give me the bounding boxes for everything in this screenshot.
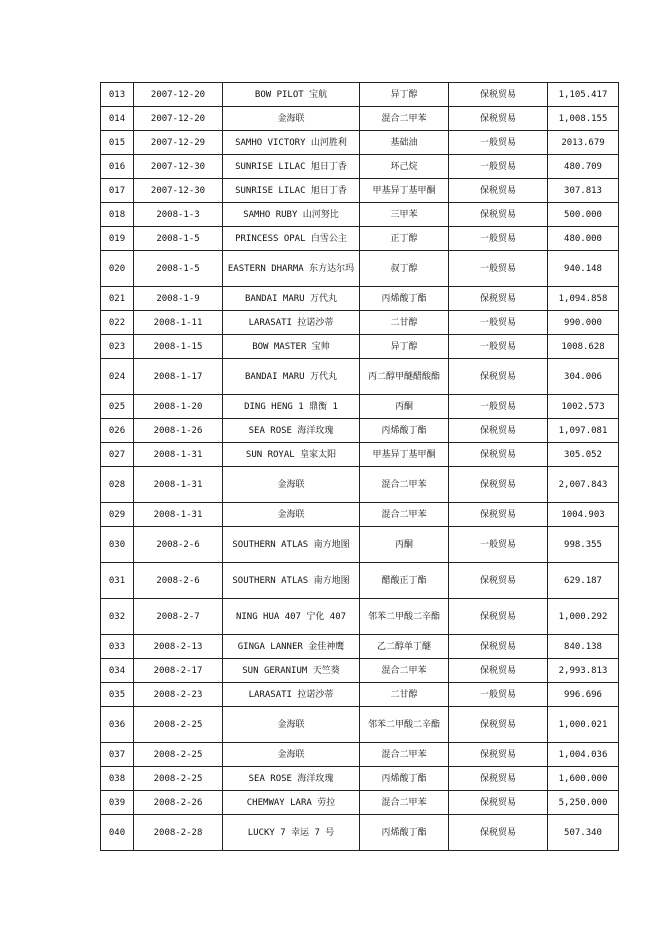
table-row xyxy=(101,311,619,335)
table-row xyxy=(101,203,619,227)
trade-type-cell: 一般贸易 xyxy=(449,131,548,155)
date-cell: 2008-2-6 xyxy=(134,527,223,563)
vessel-name-cell: BOW PILOT 宝航 xyxy=(223,83,360,107)
quantity-cell: 507.340 xyxy=(548,815,619,851)
quantity-cell: 2013.679 xyxy=(548,131,619,155)
shipment-table-body xyxy=(101,83,619,851)
row-number-cell: 040 xyxy=(101,815,134,851)
shipment-table xyxy=(100,82,619,851)
table-row xyxy=(101,815,619,851)
quantity-cell: 998.355 xyxy=(548,527,619,563)
vessel-name-cell: NING HUA 407 宁化 407 xyxy=(223,599,360,635)
row-number-cell: 015 xyxy=(101,131,134,155)
cargo-cell: 环己烷 xyxy=(360,155,449,179)
cargo-cell: 丙酮 xyxy=(360,527,449,563)
vessel-name-cell: 金海联 xyxy=(223,467,360,503)
cargo-cell: 三甲苯 xyxy=(360,203,449,227)
cargo-cell: 甲基异丁基甲酮 xyxy=(360,179,449,203)
row-number-cell: 029 xyxy=(101,503,134,527)
row-number-cell: 037 xyxy=(101,743,134,767)
table-row xyxy=(101,767,619,791)
date-cell: 2008-1-11 xyxy=(134,311,223,335)
date-cell: 2008-2-17 xyxy=(134,659,223,683)
date-cell: 2008-2-28 xyxy=(134,815,223,851)
row-number-cell: 030 xyxy=(101,527,134,563)
cargo-cell: 基础油 xyxy=(360,131,449,155)
vessel-name-cell: EASTERN DHARMA 东方达尔玛 xyxy=(223,251,360,287)
table-row xyxy=(101,395,619,419)
vessel-name-cell: SAMHO RUBY 山河努比 xyxy=(223,203,360,227)
vessel-name-cell: 金海联 xyxy=(223,707,360,743)
cargo-cell: 二甘醇 xyxy=(360,311,449,335)
date-cell: 2008-1-31 xyxy=(134,503,223,527)
cargo-cell: 混合二甲苯 xyxy=(360,467,449,503)
row-number-cell: 017 xyxy=(101,179,134,203)
date-cell: 2008-1-26 xyxy=(134,419,223,443)
quantity-cell: 1,094.858 xyxy=(548,287,619,311)
trade-type-cell: 一般贸易 xyxy=(449,527,548,563)
quantity-cell: 305.052 xyxy=(548,443,619,467)
row-number-cell: 036 xyxy=(101,707,134,743)
row-number-cell: 018 xyxy=(101,203,134,227)
table-row xyxy=(101,683,619,707)
table-row xyxy=(101,179,619,203)
table-row xyxy=(101,599,619,635)
cargo-cell: 异丁醇 xyxy=(360,335,449,359)
date-cell: 2008-2-25 xyxy=(134,743,223,767)
quantity-cell: 990.000 xyxy=(548,311,619,335)
trade-type-cell: 保税贸易 xyxy=(449,815,548,851)
table-row xyxy=(101,359,619,395)
table-row xyxy=(101,743,619,767)
date-cell: 2008-2-26 xyxy=(134,791,223,815)
table-row xyxy=(101,659,619,683)
date-cell: 2008-1-3 xyxy=(134,203,223,227)
date-cell: 2007-12-30 xyxy=(134,179,223,203)
trade-type-cell: 保税贸易 xyxy=(449,503,548,527)
row-number-cell: 032 xyxy=(101,599,134,635)
vessel-name-cell: BOW MASTER 宝帅 xyxy=(223,335,360,359)
cargo-cell: 混合二甲苯 xyxy=(360,743,449,767)
row-number-cell: 039 xyxy=(101,791,134,815)
table-row xyxy=(101,503,619,527)
trade-type-cell: 保税贸易 xyxy=(449,359,548,395)
cargo-cell: 丙烯酸丁酯 xyxy=(360,815,449,851)
trade-type-cell: 一般贸易 xyxy=(449,683,548,707)
cargo-cell: 邻苯二甲酸二辛酯 xyxy=(360,599,449,635)
trade-type-cell: 保税贸易 xyxy=(449,563,548,599)
date-cell: 2008-1-17 xyxy=(134,359,223,395)
vessel-name-cell: SUN ROYAL 皇家太阳 xyxy=(223,443,360,467)
trade-type-cell: 保税贸易 xyxy=(449,467,548,503)
vessel-name-cell: SAMHO VICTORY 山河胜利 xyxy=(223,131,360,155)
quantity-cell: 1,097.081 xyxy=(548,419,619,443)
vessel-name-cell: BANDAI MARU 万代丸 xyxy=(223,287,360,311)
trade-type-cell: 保税贸易 xyxy=(449,791,548,815)
vessel-name-cell: SUN GERANIUM 天竺葵 xyxy=(223,659,360,683)
row-number-cell: 013 xyxy=(101,83,134,107)
table-row xyxy=(101,527,619,563)
row-number-cell: 031 xyxy=(101,563,134,599)
table-row xyxy=(101,467,619,503)
vessel-name-cell: CHEMWAY LARA 劳拉 xyxy=(223,791,360,815)
cargo-cell: 丙烯酸丁酯 xyxy=(360,767,449,791)
trade-type-cell: 一般贸易 xyxy=(449,395,548,419)
quantity-cell: 1,000.292 xyxy=(548,599,619,635)
table-row xyxy=(101,443,619,467)
row-number-cell: 021 xyxy=(101,287,134,311)
row-number-cell: 022 xyxy=(101,311,134,335)
date-cell: 2008-1-5 xyxy=(134,251,223,287)
trade-type-cell: 一般贸易 xyxy=(449,227,548,251)
row-number-cell: 034 xyxy=(101,659,134,683)
row-number-cell: 035 xyxy=(101,683,134,707)
cargo-cell: 丙二醇甲醚醋酸酯 xyxy=(360,359,449,395)
vessel-name-cell: LARASATI 拉诺沙蒂 xyxy=(223,311,360,335)
cargo-cell: 叔丁醇 xyxy=(360,251,449,287)
trade-type-cell: 保税贸易 xyxy=(449,203,548,227)
quantity-cell: 2,993.813 xyxy=(548,659,619,683)
quantity-cell: 629.187 xyxy=(548,563,619,599)
quantity-cell: 1004.903 xyxy=(548,503,619,527)
quantity-cell: 996.696 xyxy=(548,683,619,707)
date-cell: 2007-12-20 xyxy=(134,107,223,131)
date-cell: 2008-2-25 xyxy=(134,707,223,743)
vessel-name-cell: 金海联 xyxy=(223,743,360,767)
table-row xyxy=(101,287,619,311)
cargo-cell: 异丁醇 xyxy=(360,83,449,107)
table-row xyxy=(101,83,619,107)
quantity-cell: 1008.628 xyxy=(548,335,619,359)
trade-type-cell: 保税贸易 xyxy=(449,743,548,767)
trade-type-cell: 一般贸易 xyxy=(449,155,548,179)
quantity-cell: 2,007.843 xyxy=(548,467,619,503)
trade-type-cell: 保税贸易 xyxy=(449,767,548,791)
trade-type-cell: 一般贸易 xyxy=(449,311,548,335)
quantity-cell: 480.709 xyxy=(548,155,619,179)
vessel-name-cell: GINGA LANNER 金佳神鹰 xyxy=(223,635,360,659)
trade-type-cell: 一般贸易 xyxy=(449,251,548,287)
quantity-cell: 5,250.000 xyxy=(548,791,619,815)
row-number-cell: 028 xyxy=(101,467,134,503)
cargo-cell: 丙烯酸丁酯 xyxy=(360,287,449,311)
vessel-name-cell: SOUTHERN ATLAS 南方地图 xyxy=(223,563,360,599)
quantity-cell: 1,600.000 xyxy=(548,767,619,791)
quantity-cell: 940.148 xyxy=(548,251,619,287)
cargo-cell: 醋酸正丁酯 xyxy=(360,563,449,599)
row-number-cell: 027 xyxy=(101,443,134,467)
table-row xyxy=(101,563,619,599)
cargo-cell: 二甘醇 xyxy=(360,683,449,707)
vessel-name-cell: LARASATI 拉诺沙蒂 xyxy=(223,683,360,707)
quantity-cell: 1,004.036 xyxy=(548,743,619,767)
cargo-cell: 乙二醇单丁醚 xyxy=(360,635,449,659)
cargo-cell: 邻苯二甲酸二辛酯 xyxy=(360,707,449,743)
row-number-cell: 014 xyxy=(101,107,134,131)
cargo-cell: 混合二甲苯 xyxy=(360,659,449,683)
date-cell: 2008-2-25 xyxy=(134,767,223,791)
cargo-cell: 混合二甲苯 xyxy=(360,107,449,131)
row-number-cell: 020 xyxy=(101,251,134,287)
cargo-cell: 正丁醇 xyxy=(360,227,449,251)
trade-type-cell: 保税贸易 xyxy=(449,599,548,635)
date-cell: 2008-1-9 xyxy=(134,287,223,311)
table-row xyxy=(101,707,619,743)
table-row xyxy=(101,791,619,815)
cargo-cell: 混合二甲苯 xyxy=(360,503,449,527)
table-row xyxy=(101,419,619,443)
vessel-name-cell: SUNRISE LILAC 旭日丁香 xyxy=(223,155,360,179)
date-cell: 2007-12-20 xyxy=(134,83,223,107)
date-cell: 2008-1-15 xyxy=(134,335,223,359)
date-cell: 2008-1-31 xyxy=(134,443,223,467)
quantity-cell: 1,008.155 xyxy=(548,107,619,131)
trade-type-cell: 保税贸易 xyxy=(449,83,548,107)
row-number-cell: 025 xyxy=(101,395,134,419)
quantity-cell: 304.006 xyxy=(548,359,619,395)
date-cell: 2008-1-5 xyxy=(134,227,223,251)
quantity-cell: 840.138 xyxy=(548,635,619,659)
trade-type-cell: 保税贸易 xyxy=(449,419,548,443)
table-row xyxy=(101,251,619,287)
cargo-cell: 丙酮 xyxy=(360,395,449,419)
table-row xyxy=(101,635,619,659)
date-cell: 2007-12-30 xyxy=(134,155,223,179)
vessel-name-cell: LUCKY 7 幸运 7 号 xyxy=(223,815,360,851)
quantity-cell: 1,000.021 xyxy=(548,707,619,743)
table-row xyxy=(101,155,619,179)
row-number-cell: 019 xyxy=(101,227,134,251)
row-number-cell: 024 xyxy=(101,359,134,395)
table-row xyxy=(101,131,619,155)
table-row xyxy=(101,227,619,251)
cargo-cell: 甲基异丁基甲酮 xyxy=(360,443,449,467)
date-cell: 2008-1-20 xyxy=(134,395,223,419)
trade-type-cell: 保税贸易 xyxy=(449,659,548,683)
date-cell: 2008-2-7 xyxy=(134,599,223,635)
row-number-cell: 026 xyxy=(101,419,134,443)
table-row xyxy=(101,335,619,359)
table-row xyxy=(101,107,619,131)
quantity-cell: 480.000 xyxy=(548,227,619,251)
vessel-name-cell: SOUTHERN ATLAS 南方地图 xyxy=(223,527,360,563)
trade-type-cell: 一般贸易 xyxy=(449,335,548,359)
vessel-name-cell: BANDAI MARU 万代丸 xyxy=(223,359,360,395)
cargo-cell: 丙烯酸丁酯 xyxy=(360,419,449,443)
date-cell: 2008-2-23 xyxy=(134,683,223,707)
vessel-name-cell: PRINCESS OPAL 白雪公主 xyxy=(223,227,360,251)
vessel-name-cell: SEA ROSE 海洋玫瑰 xyxy=(223,419,360,443)
trade-type-cell: 保税贸易 xyxy=(449,707,548,743)
row-number-cell: 016 xyxy=(101,155,134,179)
vessel-name-cell: 金海联 xyxy=(223,503,360,527)
vessel-name-cell: 金海联 xyxy=(223,107,360,131)
date-cell: 2008-1-31 xyxy=(134,467,223,503)
vessel-name-cell: SEA ROSE 海洋玫瑰 xyxy=(223,767,360,791)
date-cell: 2007-12-29 xyxy=(134,131,223,155)
trade-type-cell: 保税贸易 xyxy=(449,635,548,659)
quantity-cell: 1,105.417 xyxy=(548,83,619,107)
quantity-cell: 1002.573 xyxy=(548,395,619,419)
date-cell: 2008-2-13 xyxy=(134,635,223,659)
row-number-cell: 038 xyxy=(101,767,134,791)
vessel-name-cell: SUNRISE LILAC 旭日丁香 xyxy=(223,179,360,203)
quantity-cell: 307.813 xyxy=(548,179,619,203)
cargo-cell: 混合二甲苯 xyxy=(360,791,449,815)
trade-type-cell: 保税贸易 xyxy=(449,107,548,131)
vessel-name-cell: DING HENG 1 鼎衡 1 xyxy=(223,395,360,419)
row-number-cell: 033 xyxy=(101,635,134,659)
row-number-cell: 023 xyxy=(101,335,134,359)
trade-type-cell: 保税贸易 xyxy=(449,179,548,203)
trade-type-cell: 保税贸易 xyxy=(449,287,548,311)
trade-type-cell: 保税贸易 xyxy=(449,443,548,467)
quantity-cell: 500.000 xyxy=(548,203,619,227)
date-cell: 2008-2-6 xyxy=(134,563,223,599)
